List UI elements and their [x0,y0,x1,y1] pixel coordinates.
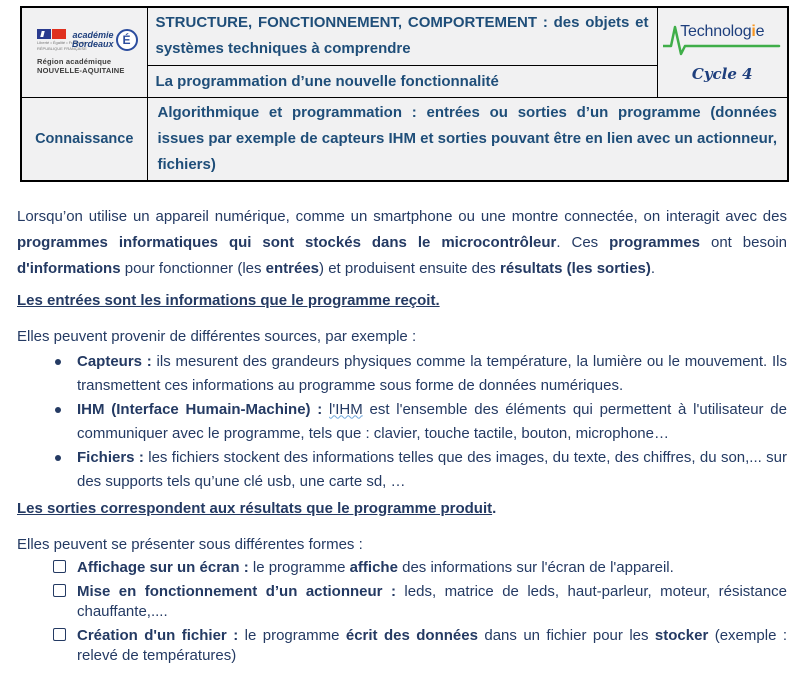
text-segment: ont besoin [700,233,787,251]
text-segment: stocker [654,626,709,644]
knowledge-description: Algorithmique et programmation : entrées ou sorties d’un programme (données issues par exemple de capteurs IHM et sorties pouvant être en lien avec un actionneur, fichiers) [147,97,788,181]
academy-logo-cell [21,7,147,97]
checklist-item [17,626,787,666]
checkbox-icon[interactable] [53,584,66,597]
text-segment: ils mesurent des grandeurs physiques comme la température, la lumière ou le mouvement. Ils transmettent ces informations au programme sous forme de données numériques. [77,352,787,394]
text-segment: entrées [265,259,320,277]
list-item-text [77,626,787,666]
text-segment: Les entrées sont les informations que le programme reçoit. [17,291,440,309]
cycle-label: Cycle 4 [691,64,753,83]
checklist-item [17,558,787,578]
region-label: Région académique NOUVELLE-AQUITAINE [37,56,125,76]
technologie-logo-cell [657,7,788,97]
motto-line-1: Liberté • Égalité • Fraternité [37,39,86,45]
inputs-lead: Elles peuvent provenir de différentes sources, par exemple : [17,327,417,345]
text-segment: le programme [252,558,350,576]
text-segment: Les sorties correspondent aux résultats que le programme produit [17,499,493,517]
text-segment: . Ces [556,233,610,251]
text-segment: le programme [244,626,346,644]
bullet-icon [55,455,61,461]
checkbox-icon[interactable] [53,628,66,641]
text-segment: résultats (les sorties) [499,259,651,277]
text-segment: les fichiers stockent des informations telles que des images, du texte, des chiffres, du son,... sur des supports tels qu’une clé usb, une carte sd, … [77,448,788,490]
text-segment: programmes informatiques qui sont stockés dans le microcontrôleur [17,233,557,251]
bullet-item [17,398,787,446]
text-segment: programmes [609,233,701,251]
technologie-wordmark: Technologie [680,22,765,40]
list-item-text [77,446,787,494]
checklist-item [17,582,787,622]
text-segment: dans un fichier pour les [477,626,655,644]
intro-paragraph [17,204,787,282]
bullet-item [17,446,787,494]
text-segment: affiche [349,558,398,576]
text-segment: (exemple : relevé de températures) [77,626,788,664]
course-header-table [20,6,789,182]
text-segment: écrit des données [345,626,478,644]
text-segment: . [492,499,497,517]
academy-e-badge-icon: É [116,29,138,51]
text-segment: Fichiers : [77,448,149,466]
bullet-icon [55,359,61,365]
text-segment: leds, matrice de leds, haut-parleur, moteur, résistance chauffante,.... [77,582,787,620]
text-segment: Lorsqu’on utilise un appareil numérique, comme un smartphone ou une montre connectée, on interagit avec des [17,207,787,225]
text-segment: Capteurs : [77,352,157,370]
inputs-bullet-list [17,350,787,494]
text-segment: Affichage sur un écran : [77,558,253,576]
outputs-lead: Elles peuvent se présenter sous différentes formes : [17,535,363,553]
text-segment: . [650,259,656,277]
bullet-icon [55,407,61,413]
course-title: STRUCTURE, FONCTIONNEMENT, COMPORTEMENT : des objets et systèmes techniques à comprendre [147,7,657,65]
text-segment: des informations sur l'écran de l'appareil. [397,558,674,576]
french-flag-icon [37,29,87,51]
technologie-logo [660,22,786,83]
text-segment: d'informations [17,259,121,277]
list-item-text [77,350,787,398]
list-item-text [77,582,787,622]
list-item-text [77,558,787,578]
text-segment: Mise en fonctionnement d’un actionneur : [77,582,405,600]
knowledge-label: Connaissance [21,97,147,181]
course-subtitle: La programmation d’une nouvelle fonctionnalité [147,65,657,97]
motto-line-2: RÉPUBLIQUE FRANÇAISE [37,45,87,51]
document-body [17,182,787,666]
text-segment: IHM (Interface Humain-Machine) : [77,400,330,418]
academy-name: académie Bordeaux [72,29,114,49]
bullet-item [17,350,787,398]
text-segment: est l'ensemble des éléments qui permettent à l'utilisateur de communiquer avec le programme, tels que : clavier, touche tactile, bouton, microphone… [77,400,787,442]
checkbox-icon[interactable] [53,560,66,573]
outputs-heading [17,496,787,522]
text-segment: l'IHM [329,400,363,418]
text-segment: Création d'un fichier : [77,626,245,644]
inputs-heading [17,288,787,314]
list-item-text [77,398,787,446]
text-segment: ) et produisent ensuite des [319,259,500,277]
text-segment: pour fonctionner (les [120,259,266,277]
academy-logo [37,29,141,76]
outputs-checklist [17,558,787,666]
